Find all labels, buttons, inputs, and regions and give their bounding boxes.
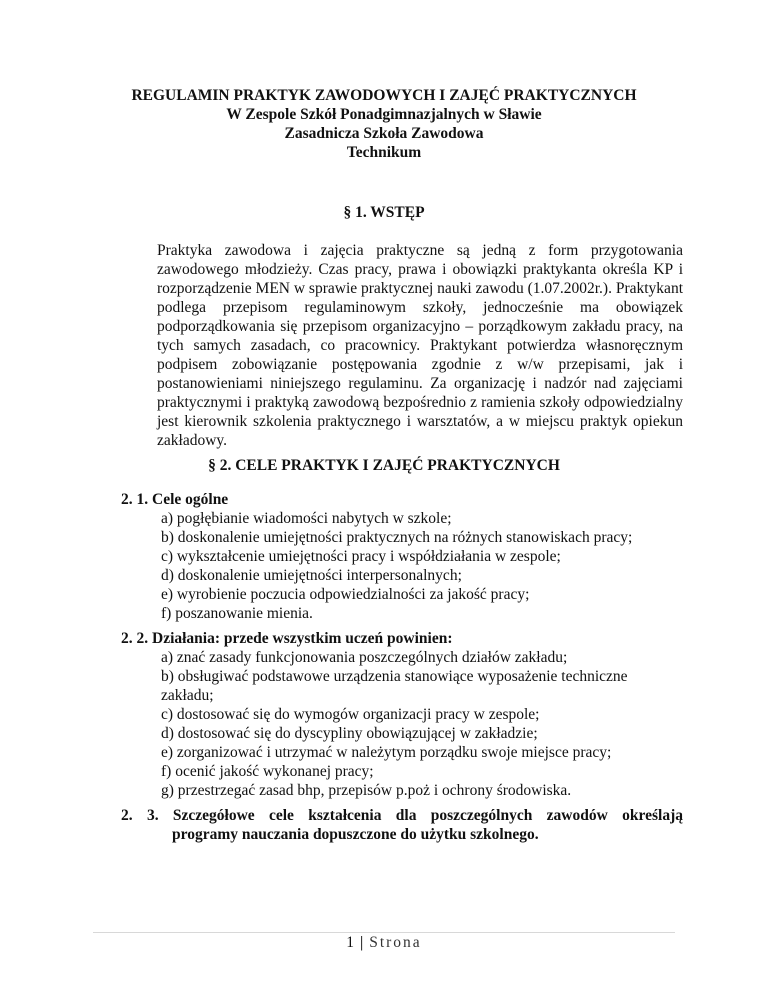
page-number: 1 xyxy=(346,934,355,951)
school-name: W Zespole Szkół Ponadgimnazjalnych w Sławie xyxy=(226,106,542,123)
list-item: b) doskonalenie umiejętności praktycznych na różnych stanowiskach pracy; xyxy=(161,529,633,546)
list-item: g) przestrzegać zasad bhp, przepisów p.poż i ochrony środowiska. xyxy=(161,782,572,799)
list-item: a) pogłębianie wiadomości nabytych w szkole; xyxy=(161,510,452,527)
school-type-1: Zasadnicza Szkoła Zawodowa xyxy=(284,125,484,142)
list-item: d) dostosować się do dyscypliny obowiązującej w zakładzie; xyxy=(161,725,538,742)
school-type-2: Technikum xyxy=(346,144,422,161)
list-item: e) wyrobienie poczucia odpowiedzialności za jakość pracy; xyxy=(161,586,530,603)
list-item: c) dostosować się do wymogów organizacji pracy w zespole; xyxy=(161,706,540,723)
list-item: f) ocenić jakość wykonanej pracy; xyxy=(161,763,374,780)
subsection-2-1 xyxy=(121,490,683,623)
goals-list xyxy=(121,509,683,623)
subsection-2-2 xyxy=(121,629,683,800)
subsection-2-2-title: 2. 2. Działania: przede wszystkim uczeń powinien: xyxy=(121,630,453,647)
list-item: e) zorganizować i utrzymać w należytym porządku swoje miejsce pracy; xyxy=(161,744,612,761)
subsection-2-3-line2: programy nauczania dopuszczone do użytku szkolnego. xyxy=(172,826,539,843)
list-item: f) poszanowanie mienia. xyxy=(161,605,313,622)
list-item: d) doskonalenie umiejętności interpersonalnych; xyxy=(161,567,462,584)
subsection-2-3-line1: 2. 3. Szczegółowe cele kształcenia dla poszczególnych zawodów określają xyxy=(121,807,683,824)
list-item: a) znać zasady funkcjonowania poszczególnych działów zakładu; xyxy=(161,649,568,666)
subsection-2-1-title: 2. 1. Cele ogólne xyxy=(121,491,229,508)
page-label: Strona xyxy=(369,934,422,951)
page-footer xyxy=(0,933,768,952)
section-1-body: Praktyka zawodowa i zajęcia praktyczne są jedną z form przygotowania zawodowego młodzieży. Czas pracy, prawa i obowiązki praktykanta określa KP i rozporządzenie MEN w sprawie praktycznej nauki zawodu (1.07.2002r.). Praktykant podlega przepisom regulaminowym szkoły, jednocześnie ma obowiązek podporządkowania się przepisom organizacyjno – porządkowym zakładu pracy, na tych samych zasadach, co pracownicy. Praktykant potwierdza własnoręcznym podpisem zobowiązanie postępowania zgodnie z w/w przepisami, jak i postanowieniami niniejszego regulaminu. Za organizację i nadzór nad zajęciami praktycznymi i praktyką zawodową bezpośrednio z ramienia szkoły odpowiedzialny jest kierownik szkolenia praktycznego i warsztatów, a w miejscu praktyk opiekun zakładowy. xyxy=(157,242,683,449)
document-title: REGULAMIN PRAKTYK ZAWODOWYCH I ZAJĘĆ PRAKTYCZNYCH xyxy=(131,87,637,104)
list-item: c) wykształcenie umiejętności pracy i współdziałania w zespole; xyxy=(161,548,561,565)
actions-list xyxy=(121,648,683,800)
list-item: b) obsługiwać podstawowe urządzenia stanowiące wyposażenie techniczne zakładu; xyxy=(161,668,628,704)
document-header xyxy=(0,86,768,162)
subsection-2-3 xyxy=(121,806,683,844)
section-2-title: § 2. CELE PRAKTYK I ZAJĘĆ PRAKTYCZNYCH xyxy=(208,457,560,474)
footer-separator: | xyxy=(359,934,364,951)
section-1-title: § 1. WSTĘP xyxy=(343,204,425,221)
